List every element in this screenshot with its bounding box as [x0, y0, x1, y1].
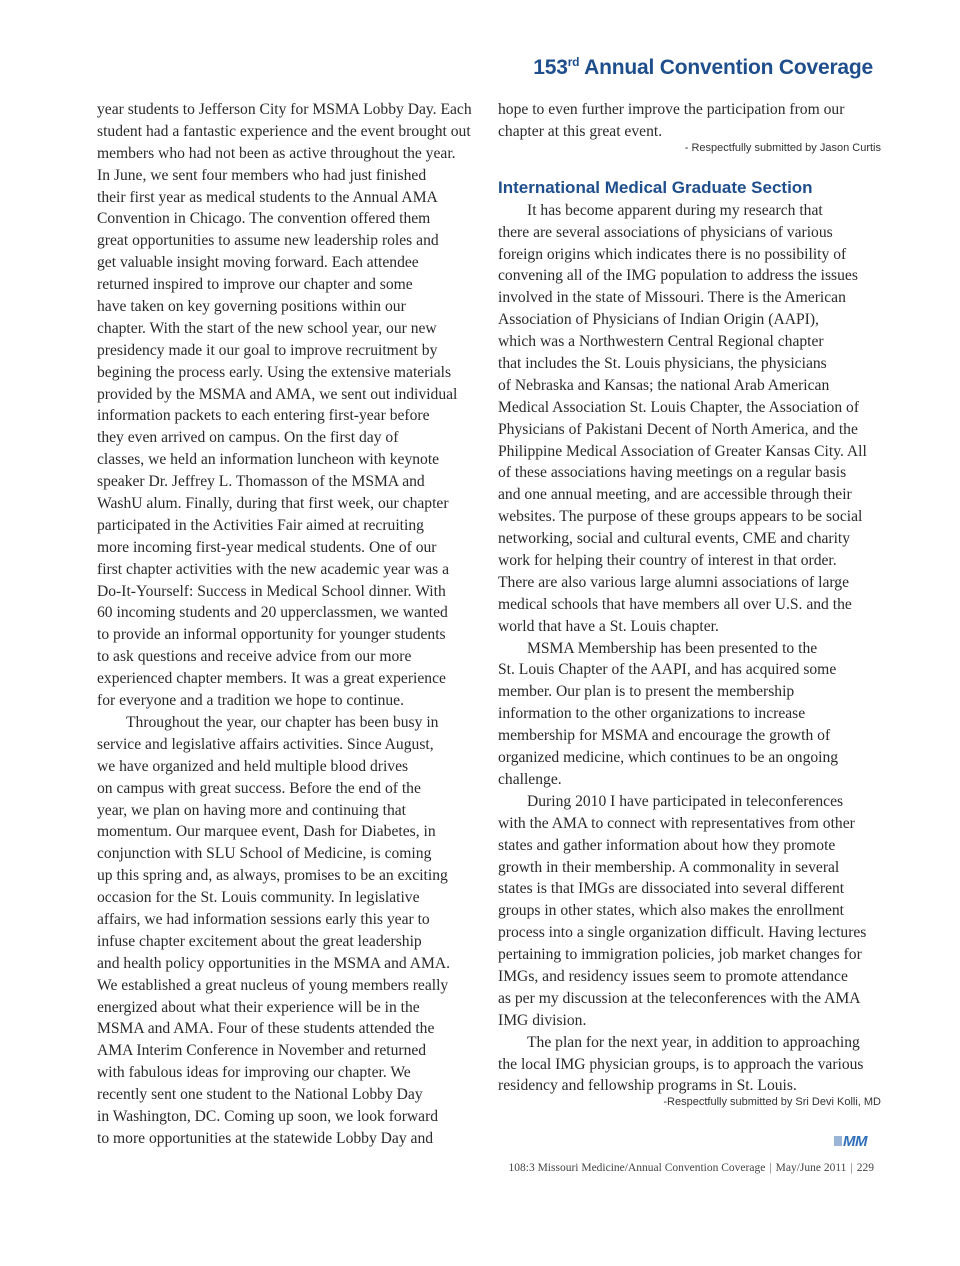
- text-line: for everyone and a tradition we hope to continue.: [97, 692, 405, 710]
- text-line: their first year as medical students to the Annual AMA: [97, 188, 438, 206]
- text-line: pertaining to immigration policies, job market changes for: [498, 946, 862, 964]
- text-line: in Washington, DC. Coming up soon, we look forward: [97, 1107, 439, 1125]
- text-line: to more opportunities at the statewide Lobby Day and: [97, 1129, 434, 1147]
- text-line: they even arrived on campus. On the first day of: [97, 429, 399, 447]
- footer-issue: May/June 2011: [775, 1162, 847, 1174]
- footer-journal: 108:3 Missouri Medicine/Annual Convention Coverage: [508, 1162, 766, 1174]
- text-line: first chapter activities with the new academic year was a: [97, 560, 450, 578]
- text-line: membership for MSMA and encourage the growth of: [498, 727, 831, 745]
- text-line: conjunction with SLU School of Medicine, is coming: [97, 845, 432, 863]
- text-line: In June, we sent four members who had just finished: [97, 166, 427, 184]
- text-line: convening all of the IMG population to address the issues: [498, 267, 858, 285]
- text-line: foreign origins which indicates there is no possibility of: [498, 245, 847, 263]
- text-line: student had a fantastic experience and the event brought out: [97, 122, 471, 140]
- text-line: year, we plan on having more and continuing that: [97, 801, 406, 819]
- text-line: states and gather information about how they promote: [498, 836, 836, 854]
- page-footer: [509, 1162, 874, 1174]
- text-line: with fabulous ideas for improving our chapter. We: [97, 1064, 411, 1082]
- intro-paragraph: [498, 99, 881, 143]
- text-line: experienced chapter members. It was a great experience: [97, 670, 446, 688]
- text-line: information to the other organizations to increase: [498, 705, 806, 723]
- text-line: infuse chapter excitement about the great leadership: [97, 932, 422, 950]
- text-line: IMG division.: [498, 1011, 587, 1029]
- text-line: get valuable insight moving forward. Each attendee: [97, 254, 419, 272]
- text-line: challenge.: [498, 770, 562, 788]
- title-rest: Annual Convention Coverage: [579, 56, 873, 79]
- text-line: that includes the St. Louis physicians, the physicians: [498, 355, 827, 373]
- text-line: returned inspired to improve our chapter and some: [97, 276, 413, 294]
- signoff-jason-curtis: - Respectfully submitted by Jason Curtis: [684, 141, 881, 154]
- text-line: networking, social and cultural events, CME and charity: [498, 530, 851, 548]
- text-line: Convention in Chicago. The convention offered them: [97, 210, 431, 228]
- text-line: speaker Dr. Jeffrey L. Thomasson of the MSMA and: [97, 473, 425, 491]
- section-heading-img: International Medical Graduate Section: [498, 177, 813, 197]
- text-line: service and legislative affairs activities. Since August,: [97, 735, 434, 753]
- text-line: The plan for the next year, in addition to approaching: [527, 1033, 860, 1051]
- text-line: with the AMA to connect with representatives from other: [498, 814, 855, 832]
- text-line: information packets to each entering first-year before: [97, 407, 430, 425]
- left-column: [97, 99, 481, 1150]
- text-line: groups in other states, which also makes the enrollment: [498, 902, 845, 920]
- text-line: classes, we held an information luncheon with keynote: [97, 451, 440, 469]
- right-column: [498, 99, 881, 1110]
- text-line: great opportunities to assume new leadership roles and: [97, 232, 439, 250]
- text-line: IMGs, and residency issues seem to promote attendance: [498, 967, 848, 985]
- text-line: WashU alum. Finally, during that first week, our chapter: [97, 495, 449, 513]
- text-line: we have organized and held multiple blood drives: [97, 757, 409, 775]
- text-line: There are also various large alumni associations of large: [498, 573, 850, 591]
- text-line: occasion for the St. Louis community. In legislative: [97, 889, 420, 907]
- text-line: recently sent one student to the National Lobby Day: [97, 1086, 423, 1104]
- text-line: chapter at this great event.: [498, 122, 663, 140]
- text-line: St. Louis Chapter of the AAPI, and has acquired some: [498, 661, 837, 679]
- footer-separator: |: [769, 1162, 772, 1174]
- text-line: more incoming first-year medical students. One of our: [97, 538, 437, 556]
- mm-logo: [834, 1133, 867, 1150]
- text-line: Throughout the year, our chapter has been busy in: [126, 713, 439, 731]
- text-line: work for helping their country of interest in that order.: [498, 552, 837, 570]
- text-line: hope to even further improve the participation from our: [498, 101, 845, 118]
- running-head-title: [533, 55, 873, 80]
- img-paragraph-3: [498, 791, 881, 1032]
- text-line: and health policy opportunities in the MSMA and AMA.: [97, 954, 450, 972]
- text-line: there are several associations of physicians of various: [498, 223, 833, 241]
- text-line: participated in the Activities Fair aimed at recruiting: [97, 516, 424, 534]
- text-line: to provide an informal opportunity for younger students: [97, 626, 446, 644]
- text-line: year students to Jefferson City for MSMA Lobby Day. Each: [97, 101, 472, 118]
- text-line: medical schools that have members all over U.S. and the: [498, 595, 852, 613]
- text-line: Association of Physicians of Indian Origin (AAPI),: [498, 311, 819, 329]
- text-line: member. Our plan is to present the membership: [498, 683, 795, 701]
- text-line: MSMA and AMA. Four of these students attended the: [97, 1020, 435, 1038]
- text-line: provided by the MSMA and AMA, we sent out individual: [97, 385, 458, 403]
- text-line: MSMA Membership has been presented to the: [527, 639, 818, 657]
- text-line: the local IMG physician groups, is to approach the various: [498, 1055, 864, 1073]
- text-line: world that have a St. Louis chapter.: [498, 617, 719, 635]
- text-line: which was a Northwestern Central Regional chapter: [498, 333, 824, 351]
- text-line: of Nebraska and Kansas; the national Arab American: [498, 376, 830, 394]
- text-line: AMA Interim Conference in November and returned: [97, 1042, 427, 1060]
- text-line: members who had not been as active throughout the year.: [97, 144, 456, 162]
- text-line: growth in their membership. A commonality in several: [498, 858, 840, 876]
- text-line: Do-It-Yourself: Success in Medical School dinner. With: [97, 582, 446, 600]
- text-line: websites. The purpose of these groups appears to be social: [498, 508, 863, 526]
- text-line: We established a great nucleus of young members really: [97, 976, 449, 994]
- text-line: Medical Association St. Louis Chapter, the Association of: [498, 398, 860, 416]
- text-line: momentum. Our marquee event, Dash for Diabetes, in: [97, 823, 436, 841]
- text-line: process into a single organization difficult. Having lectures: [498, 924, 867, 942]
- text-line: Philippine Medical Association of Greater Kansas City. All: [498, 442, 867, 460]
- signoff-sri-devi-kolli: -Respectfully submitted by Sri Devi Kolli, MD: [663, 1096, 881, 1109]
- title-superscript: rd: [567, 55, 580, 69]
- text-line: During 2010 I have participated in teleconferences: [527, 792, 844, 810]
- text-line: as per my discussion at the teleconferences with the AMA: [498, 989, 861, 1007]
- text-line: on campus with great success. Before the end of the: [97, 779, 421, 797]
- text-line: states is that IMGs are dissociated into several different: [498, 880, 845, 898]
- text-line: and one annual meeting, and are accessible through their: [498, 486, 852, 504]
- text-line: organized medicine, which continues to be an ongoing: [498, 749, 839, 767]
- logo-text: MM: [843, 1133, 867, 1150]
- text-line: It has become apparent during my research that: [527, 201, 823, 219]
- footer-page-number: 229: [856, 1162, 874, 1174]
- img-paragraph-4: [498, 1032, 881, 1098]
- text-line: have taken on key governing positions within our: [97, 298, 406, 316]
- text-line: presidency made it our goal to improve recruitment by: [97, 341, 438, 359]
- text-line: energized about what their experience will be in the: [97, 998, 420, 1016]
- title-prefix: 153: [533, 56, 568, 79]
- text-line: 60 incoming students and 20 upperclassmen, we wanted: [97, 604, 448, 622]
- text-line: Physicians of Pakistani Decent of North America, and the: [498, 420, 858, 438]
- text-line: affairs, we had information sessions early this year to: [97, 910, 430, 928]
- logo-bar-icon: [834, 1136, 842, 1146]
- footer-separator: |: [850, 1162, 853, 1174]
- text-line: to ask questions and receive advice from our more: [97, 648, 412, 666]
- text-line: up this spring and, as always, promises to be an exciting: [97, 867, 448, 885]
- text-line: involved in the state of Missouri. There is the American: [498, 289, 846, 307]
- text-line: of these associations having meetings on a regular basis: [498, 464, 847, 482]
- text-line: chapter. With the start of the new school year, our new: [97, 319, 437, 337]
- img-paragraph-1: [498, 200, 881, 638]
- img-paragraph-2: [498, 638, 881, 791]
- text-line: residency and fellowship programs in St. Louis.: [498, 1077, 797, 1095]
- text-line: begining the process early. Using the extensive materials: [97, 363, 452, 381]
